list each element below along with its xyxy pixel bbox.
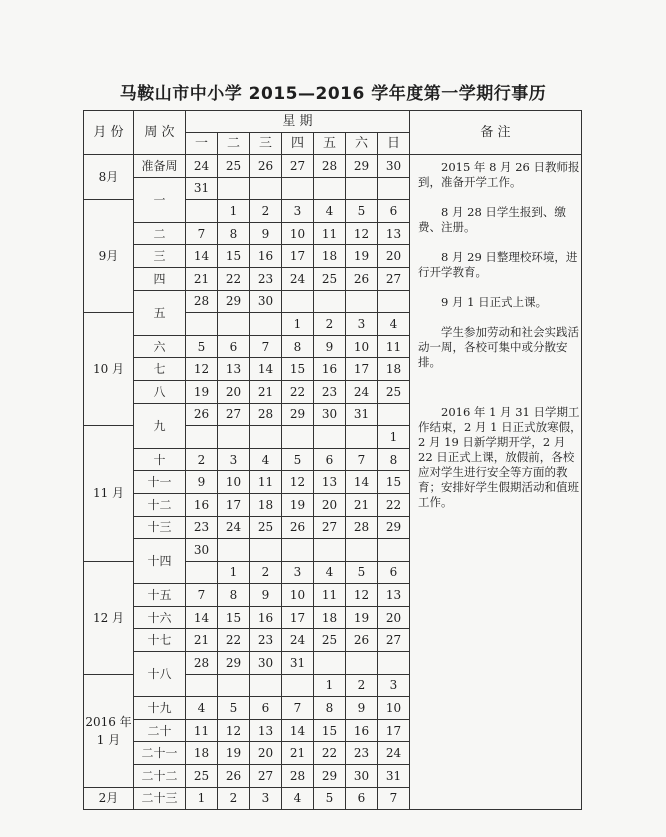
- day-cell: 27: [378, 267, 410, 290]
- week-cell: 二: [134, 222, 186, 245]
- day-cell: 3: [250, 787, 282, 810]
- week-cell: 十七: [134, 629, 186, 652]
- day-cell: 24: [218, 516, 250, 539]
- day-cell: 28: [186, 290, 218, 313]
- day-cell: 19: [218, 742, 250, 765]
- day-cell: 23: [186, 516, 218, 539]
- day-cell: [378, 652, 410, 675]
- day-cell: [250, 313, 282, 336]
- day-cell: [314, 539, 346, 562]
- day-cell: [250, 426, 282, 449]
- day-cell: 30: [346, 765, 378, 788]
- week-cell: 十一: [134, 471, 186, 494]
- day-cell: [346, 290, 378, 313]
- day-cell: 6: [218, 335, 250, 358]
- header-weekday-group: 星 期: [186, 111, 410, 133]
- day-cell: 2: [250, 200, 282, 223]
- day-cell: 4: [186, 697, 218, 720]
- week-cell: 七: [134, 358, 186, 381]
- day-cell: 13: [378, 584, 410, 607]
- day-cell: 4: [250, 448, 282, 471]
- day-cell: 27: [378, 629, 410, 652]
- day-cell: 29: [314, 765, 346, 788]
- week-cell: 十三: [134, 516, 186, 539]
- note-paragraph: 2015 年 8 月 26 日教师报到，准备开学工作。: [418, 160, 580, 189]
- day-cell: 6: [250, 697, 282, 720]
- day-cell: 23: [346, 742, 378, 765]
- month-cell: 2月: [84, 787, 134, 810]
- day-cell: 18: [250, 493, 282, 516]
- day-cell: 3: [346, 313, 378, 336]
- day-cell: 17: [378, 719, 410, 742]
- day-cell: 1: [378, 426, 410, 449]
- day-cell: 5: [186, 335, 218, 358]
- day-cell: 18: [378, 358, 410, 381]
- day-cell: 21: [186, 629, 218, 652]
- month-cell: 2016 年 1 月: [84, 674, 134, 787]
- day-cell: 3: [378, 674, 410, 697]
- day-cell: 4: [282, 787, 314, 810]
- day-cell: 24: [346, 380, 378, 403]
- day-cell: 7: [282, 697, 314, 720]
- header-notes: 备 注: [410, 111, 582, 155]
- day-cell: 13: [378, 222, 410, 245]
- day-cell: 10: [282, 584, 314, 607]
- day-cell: 25: [314, 267, 346, 290]
- day-cell: 29: [346, 155, 378, 178]
- day-cell: [186, 426, 218, 449]
- day-cell: 27: [250, 765, 282, 788]
- day-cell: [218, 539, 250, 562]
- day-cell: 26: [218, 765, 250, 788]
- day-cell: 11: [250, 471, 282, 494]
- day-cell: 25: [186, 765, 218, 788]
- week-cell: 五: [134, 290, 186, 335]
- week-cell: 三: [134, 245, 186, 268]
- month-cell: 9月: [84, 200, 134, 313]
- week-cell: 十四: [134, 539, 186, 584]
- day-cell: 31: [346, 403, 378, 426]
- day-cell: 1: [314, 674, 346, 697]
- week-cell: 二十三: [134, 787, 186, 810]
- day-cell: 12: [346, 222, 378, 245]
- day-cell: [346, 652, 378, 675]
- day-cell: 5: [314, 787, 346, 810]
- day-cell: 15: [218, 245, 250, 268]
- day-cell: 10: [282, 222, 314, 245]
- day-cell: [186, 313, 218, 336]
- day-cell: 25: [314, 629, 346, 652]
- header-month: 月 份: [84, 111, 134, 155]
- week-cell: 二十: [134, 719, 186, 742]
- day-cell: [282, 426, 314, 449]
- day-cell: 20: [378, 245, 410, 268]
- day-cell: 5: [218, 697, 250, 720]
- day-cell: 12: [218, 719, 250, 742]
- day-cell: 27: [218, 403, 250, 426]
- day-cell: 28: [250, 403, 282, 426]
- day-cell: [346, 539, 378, 562]
- day-cell: 9: [186, 471, 218, 494]
- day-cell: 14: [346, 471, 378, 494]
- note-paragraph: 8 月 28 日学生报到、缴费、注册。: [418, 205, 566, 234]
- day-cell: [378, 539, 410, 562]
- day-cell: 28: [314, 155, 346, 178]
- day-cell: 21: [346, 493, 378, 516]
- day-cell: 26: [282, 516, 314, 539]
- day-cell: [218, 674, 250, 697]
- day-cell: [378, 290, 410, 313]
- week-cell: 十八: [134, 652, 186, 697]
- day-cell: 26: [346, 267, 378, 290]
- day-cell: 19: [186, 380, 218, 403]
- day-cell: 21: [250, 380, 282, 403]
- day-cell: 27: [282, 155, 314, 178]
- week-cell: 六: [134, 335, 186, 358]
- day-cell: [186, 561, 218, 584]
- day-cell: 30: [250, 290, 282, 313]
- day-cell: 25: [218, 155, 250, 178]
- day-cell: 22: [282, 380, 314, 403]
- day-cell: 1: [282, 313, 314, 336]
- day-cell: 19: [282, 493, 314, 516]
- day-cell: 29: [378, 516, 410, 539]
- month-cell: 12 月: [84, 561, 134, 674]
- day-cell: [186, 200, 218, 223]
- day-cell: 14: [282, 719, 314, 742]
- day-cell: [314, 290, 346, 313]
- day-cell: 6: [314, 448, 346, 471]
- day-cell: [218, 426, 250, 449]
- day-cell: 7: [250, 335, 282, 358]
- week-cell: 四: [134, 267, 186, 290]
- day-cell: 9: [250, 222, 282, 245]
- day-cell: 29: [218, 652, 250, 675]
- day-cell: 10: [218, 471, 250, 494]
- day-cell: 30: [186, 539, 218, 562]
- day-cell: 20: [218, 380, 250, 403]
- day-cell: 12: [186, 358, 218, 381]
- month-cell: 11 月: [84, 426, 134, 562]
- day-cell: 16: [346, 719, 378, 742]
- day-cell: 29: [282, 403, 314, 426]
- header-week: 周 次: [134, 111, 186, 155]
- day-cell: 7: [378, 787, 410, 810]
- day-cell: 19: [346, 606, 378, 629]
- day-cell: [186, 674, 218, 697]
- day-cell: 17: [346, 358, 378, 381]
- day-cell: 26: [346, 629, 378, 652]
- day-cell: 14: [250, 358, 282, 381]
- day-cell: 21: [186, 267, 218, 290]
- day-cell: 1: [186, 787, 218, 810]
- day-cell: 11: [186, 719, 218, 742]
- day-cell: 11: [314, 222, 346, 245]
- day-cell: [346, 177, 378, 200]
- week-cell: 九: [134, 403, 186, 448]
- day-cell: 22: [378, 493, 410, 516]
- day-cell: 7: [186, 222, 218, 245]
- day-cell: [282, 290, 314, 313]
- day-cell: 5: [282, 448, 314, 471]
- week-cell: 一: [134, 177, 186, 222]
- day-cell: 30: [250, 652, 282, 675]
- day-cell: 9: [314, 335, 346, 358]
- day-cell: 18: [314, 245, 346, 268]
- day-cell: [250, 177, 282, 200]
- weekday-header: 五: [314, 133, 346, 155]
- day-cell: 15: [282, 358, 314, 381]
- week-cell: 十二: [134, 493, 186, 516]
- day-cell: 16: [314, 358, 346, 381]
- day-cell: 13: [314, 471, 346, 494]
- day-cell: 6: [378, 200, 410, 223]
- day-cell: 22: [218, 267, 250, 290]
- day-cell: 2: [314, 313, 346, 336]
- week-cell: 八: [134, 380, 186, 403]
- day-cell: 11: [314, 584, 346, 607]
- week-cell: 二十二: [134, 765, 186, 788]
- day-cell: 24: [378, 742, 410, 765]
- day-cell: 8: [282, 335, 314, 358]
- week-cell: 准备周: [134, 155, 186, 178]
- weekday-header: 三: [250, 133, 282, 155]
- day-cell: [314, 652, 346, 675]
- day-cell: 23: [250, 629, 282, 652]
- day-cell: 7: [186, 584, 218, 607]
- day-cell: 17: [218, 493, 250, 516]
- day-cell: 8: [378, 448, 410, 471]
- day-cell: 3: [218, 448, 250, 471]
- day-cell: 17: [282, 606, 314, 629]
- day-cell: 12: [346, 584, 378, 607]
- week-cell: 二十一: [134, 742, 186, 765]
- day-cell: 20: [378, 606, 410, 629]
- day-cell: 25: [378, 380, 410, 403]
- day-cell: 7: [346, 448, 378, 471]
- day-cell: 22: [218, 629, 250, 652]
- day-cell: 28: [346, 516, 378, 539]
- day-cell: 2: [250, 561, 282, 584]
- day-cell: 31: [186, 177, 218, 200]
- day-cell: 16: [250, 245, 282, 268]
- day-cell: 10: [346, 335, 378, 358]
- day-cell: 6: [378, 561, 410, 584]
- week-cell: 十九: [134, 697, 186, 720]
- day-cell: [282, 177, 314, 200]
- day-cell: 25: [250, 516, 282, 539]
- day-cell: 13: [218, 358, 250, 381]
- day-cell: 26: [250, 155, 282, 178]
- day-cell: 9: [250, 584, 282, 607]
- note-paragraph: 学生参加劳动和社会实践活动一周，各校可集中或分散安排。: [418, 325, 579, 369]
- week-cell: 十五: [134, 584, 186, 607]
- day-cell: [218, 177, 250, 200]
- page-title: 马鞍山市中小学 2015—2016 学年度第一学期行事历: [119, 84, 547, 104]
- day-cell: 15: [378, 471, 410, 494]
- day-cell: 28: [186, 652, 218, 675]
- day-cell: 1: [218, 561, 250, 584]
- day-cell: 5: [346, 200, 378, 223]
- weekday-header: 日: [378, 133, 410, 155]
- day-cell: [250, 539, 282, 562]
- day-cell: 9: [346, 697, 378, 720]
- day-cell: 18: [186, 742, 218, 765]
- day-cell: 2: [218, 787, 250, 810]
- day-cell: 12: [282, 471, 314, 494]
- day-cell: 16: [186, 493, 218, 516]
- day-cell: 11: [378, 335, 410, 358]
- day-cell: 5: [346, 561, 378, 584]
- day-cell: 20: [250, 742, 282, 765]
- week-cell: 十六: [134, 606, 186, 629]
- day-cell: 16: [250, 606, 282, 629]
- note-paragraph: 2016 年 1 月 31 日学期工作结束，2 月 1 日正式放寒假，2 月 19 日新学期开学，2 月 22 日正式上课，放假前，各校应对学生进行安全等方面的教育；安排好学生假期活动和值班工作。: [418, 405, 582, 509]
- day-cell: 15: [218, 606, 250, 629]
- day-cell: 15: [314, 719, 346, 742]
- month-cell: 10 月: [84, 313, 134, 426]
- day-cell: 13: [250, 719, 282, 742]
- day-cell: [314, 426, 346, 449]
- day-cell: [314, 177, 346, 200]
- week-cell: 十: [134, 448, 186, 471]
- day-cell: 22: [314, 742, 346, 765]
- day-cell: 30: [314, 403, 346, 426]
- day-cell: 4: [314, 561, 346, 584]
- day-cell: 21: [282, 742, 314, 765]
- day-cell: [282, 674, 314, 697]
- day-cell: 23: [250, 267, 282, 290]
- note-paragraph: 9 月 1 日正式上课。: [441, 295, 548, 309]
- day-cell: 8: [218, 222, 250, 245]
- day-cell: 1: [218, 200, 250, 223]
- day-cell: 24: [282, 629, 314, 652]
- weekday-header: 二: [218, 133, 250, 155]
- weekday-header: 六: [346, 133, 378, 155]
- day-cell: 4: [314, 200, 346, 223]
- day-cell: 19: [346, 245, 378, 268]
- weekday-header: 四: [282, 133, 314, 155]
- day-cell: 26: [186, 403, 218, 426]
- day-cell: [282, 539, 314, 562]
- day-cell: 6: [346, 787, 378, 810]
- month-cell: 8月: [84, 155, 134, 200]
- day-cell: [378, 403, 410, 426]
- day-cell: 4: [378, 313, 410, 336]
- weekday-header: 一: [186, 133, 218, 155]
- day-cell: 28: [282, 765, 314, 788]
- day-cell: 8: [314, 697, 346, 720]
- day-cell: 20: [314, 493, 346, 516]
- day-cell: 10: [378, 697, 410, 720]
- day-cell: 14: [186, 245, 218, 268]
- day-cell: 24: [282, 267, 314, 290]
- day-cell: 17: [282, 245, 314, 268]
- day-cell: 3: [282, 200, 314, 223]
- day-cell: 23: [314, 380, 346, 403]
- day-cell: 30: [378, 155, 410, 178]
- day-cell: 24: [186, 155, 218, 178]
- day-cell: 29: [218, 290, 250, 313]
- day-cell: 2: [346, 674, 378, 697]
- day-cell: 14: [186, 606, 218, 629]
- day-cell: 18: [314, 606, 346, 629]
- day-cell: 2: [186, 448, 218, 471]
- day-cell: 3: [282, 561, 314, 584]
- day-cell: [346, 426, 378, 449]
- day-cell: [218, 313, 250, 336]
- day-cell: [250, 674, 282, 697]
- day-cell: 31: [378, 765, 410, 788]
- day-cell: 31: [282, 652, 314, 675]
- day-cell: 27: [314, 516, 346, 539]
- day-cell: 8: [218, 584, 250, 607]
- note-paragraph: 8 月 29 日整理校环境，进行开学教育。: [418, 250, 578, 279]
- day-cell: [378, 177, 410, 200]
